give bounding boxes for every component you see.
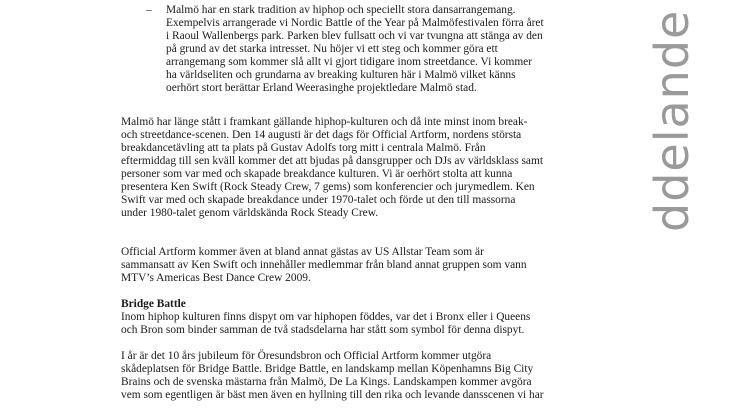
text-line: breakdancetävling att ta plats på Gustav Adolfs torg mitt i centrala Malmö. Från [121,142,486,154]
text-line: eftermiddag till sen kväll kommer det att bjudas på dansgrupper och DJs av världsklass samt [121,155,543,167]
paragraph-hiphop-dispute [121,311,601,337]
text-line: personer som var med och skapade breakdance kulturen. Vi är oerhört stolta att kunna [121,168,513,180]
text-line: arrangemang som kommer slå allt vi gjort tidigare inom streetdance. Vi kommer [166,56,533,68]
text-line: i Raoul Wallenbergs park. Parken blev fullsatt och vi var tvungna att stänga av den [166,30,543,42]
text-line: under 1980-talet genom världskända Rock Steady Crew. [121,207,379,219]
paragraph-us-allstar [121,246,601,285]
text-line: Official Artform kommer även at bland annat gästas av US Allstar Team som är [121,246,484,258]
text-line: Swift var med och skapade breakdance under 1970-talet och förde ut den till massorna [121,194,516,206]
text-line: vem som egentligen är bäst men även en hyllning till den rika och levande dansscenen vi har [121,389,544,401]
text-line: skådeplatsen för Bridge Battle. Bridge Battle, en landskamp mellan Köpenhamns Big City [121,363,534,375]
text-line: ha världseliten och grundarna av breaking kulturen här i Malmö vilket känns [166,69,516,81]
text-line: Inom hiphop kulturen finns dispyt om var hiphopen föddes, var det i Bronx eller i Queens [121,311,531,323]
text-line: Exempelvis arrangerade vi Nordic Battle of the Year på Malmöfestivalen förra året [166,17,544,29]
text-line: Brains och de svenska mästarna från Malmö, De La Kings. Landskampen kommer avgöra [121,376,532,388]
dash-bullet: – [146,4,152,16]
text-line: och streetdance-scenen. Den 14 augusti är det dags för Official Artform, nordens största [121,129,522,141]
vertical-sidebar-word [645,0,699,232]
text-line: presentera Ken Swift (Rock Steady Crew, 7 gems) som konferencier och jurymedlem. Ken [121,181,535,193]
section-heading-bridge-battle: Bridge Battle [121,298,186,310]
text-line: oerhört stort berättar Erland Weerasinghe projektledare Malmö stad. [166,82,477,94]
text-line: sammansatt av Ken Swift och innehåller medlemmar från bland annat gruppen som vann [121,259,527,271]
text-line: Malmö har länge stått i framkant gällande hiphop-kulturen och då inte minst inom break- [121,116,528,128]
paragraph-malmo-tradition [121,116,601,220]
text-line: I år är det 10 års jubileum för Öresundsbron och Official Artform kommer utgöra [121,350,492,362]
sidebar-word-text: ddelande [645,9,699,232]
paragraph-bridge-anniversary [121,350,601,402]
text-line: MTV’s Americas Best Dance Crew 2009. [121,272,311,284]
text-line: på grund av det starka intresset. Nu höjer vi ett steg och kommer göra ett [166,43,498,55]
quote-text [166,4,586,95]
text-line: och Bron som binder samman de två stadsdelarna har stått som symbol för denna dispyt. [121,324,525,336]
text-line: Malmö har en stark tradition av hiphop och speciellt stora dansarrangemang. [166,4,516,16]
